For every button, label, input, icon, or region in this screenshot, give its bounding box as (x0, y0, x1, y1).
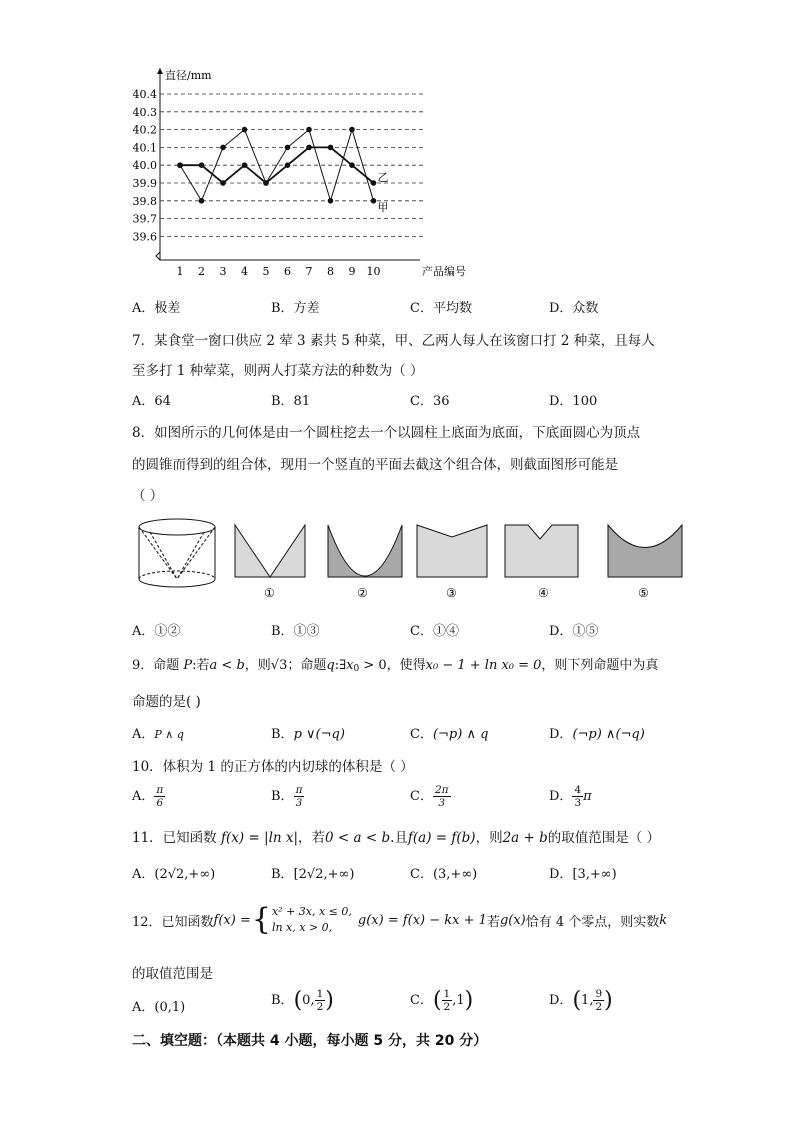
data-point (242, 162, 248, 168)
y-axis-label: 直径/mm (165, 69, 212, 82)
data-point (199, 198, 205, 204)
q9-line2: 命题的是( ) (132, 694, 201, 710)
x-tick-label: 10 (366, 265, 381, 278)
x-tick-label: 5 (262, 265, 270, 278)
x-tick-label: 7 (305, 265, 313, 278)
data-point (177, 162, 183, 168)
data-point (285, 162, 291, 168)
q11-option-d: D．[3,+∞) (549, 867, 617, 882)
data-point (306, 145, 312, 151)
q7-line1: 7．某食堂一窗口供应 2 荤 3 素共 5 种菜，甲、乙两人每人在该窗口打 2 种菜，且每人 (132, 333, 655, 349)
q12-option-d: D．(1, $\frac{9}{2}$ ) (549, 988, 613, 1013)
q8-option-a: A．①② (132, 624, 181, 639)
y-tick-label: 40.2 (132, 123, 157, 137)
y-tick-label: 40.4 (132, 88, 157, 101)
q12-line2: 的取值范围是 (132, 966, 213, 982)
q8-line3: （ ） (132, 488, 164, 504)
q8-line1: 8．如图所示的几何体是由一个圆柱挖去一个以圆柱上底面为底面，下底面圆心为顶点 (132, 425, 641, 441)
q12-option-b: B．(0, $\frac{1}{2}$ ) (271, 988, 334, 1013)
y-tick-label: 40.1 (132, 141, 157, 155)
q6-option-d: D．众数 (549, 301, 599, 316)
q10-option-a: A． $\frac{\pi}{6}$ (132, 784, 164, 809)
q9-option-a: A．P ∧ q (132, 727, 184, 742)
q10-option-d: D． $\frac{4}{3}$ π (549, 784, 592, 809)
q11-line: 11．已知函数 f(x) = |ln x|，若0 < a < b.且f(a) = f(b)，则2a + b的取值范围是（ ） (132, 830, 661, 846)
data-point (220, 180, 226, 186)
data-point (328, 145, 334, 151)
data-point (263, 180, 269, 186)
y-tick-label: 40.3 (132, 105, 157, 119)
q12-option-c: C．( $\frac{1}{2}$ ,1) (410, 988, 474, 1013)
q6-option-b: B．方差 (271, 301, 320, 316)
q10-option-b: B． $\frac{\pi}{3}$ (271, 784, 303, 809)
data-point (328, 198, 334, 204)
x-tick-label: 1 (176, 265, 184, 278)
fig-label-1: ① (264, 586, 275, 600)
q11-option-b: B．[2√2,+∞) (271, 867, 355, 882)
x-tick-label: 8 (327, 265, 334, 278)
y-tick-label: 40.0 (132, 159, 157, 173)
q7-option-a: A．64 (132, 394, 171, 409)
q11-option-c: C．(3,+∞) (410, 867, 478, 882)
y-axis-arrow (157, 68, 163, 74)
data-point (306, 127, 312, 133)
q9-option-d: D．(¬p) ∧(¬q) (549, 727, 645, 742)
fig-label-5: ⑤ (638, 586, 649, 600)
q9-option-c: C．(¬p) ∧ q (410, 727, 489, 742)
axis-break (156, 252, 160, 260)
data-point (285, 145, 291, 151)
x-tick-label: 9 (348, 265, 356, 278)
section-shape-2 (328, 525, 402, 577)
y-tick-label: 39.9 (132, 177, 157, 190)
q12-option-a: A．(0,1) (132, 1000, 186, 1015)
section-shape-1 (235, 525, 305, 577)
q8-option-b: B．①③ (271, 624, 320, 639)
y-tick-label: 39.8 (132, 194, 157, 208)
series-label: 乙 (377, 171, 389, 184)
y-tick-label: 39.7 (132, 212, 157, 226)
q9-option-b: B．p ∨(¬q) (271, 727, 345, 742)
q9-line1: 9．命题 P:若a < b，则√3；命题$q:\exists x_0 > 0$，使得x₀ − 1 + ln x₀ = 0，则下列命题中为真 (132, 658, 659, 674)
q7-line2: 至多打 1 种荤菜，则两人打菜方法的种数为（ ） (132, 363, 424, 379)
fig-label-3: ③ (446, 586, 457, 600)
section-2-heading: 二、填空题：（本题共 4 小题，每小题 5 分，共 20 分） (132, 1033, 488, 1049)
data-point (349, 127, 355, 133)
fig-label-4: ④ (538, 586, 549, 600)
section-shape-5 (608, 525, 682, 577)
q11-option-a: A．(2√2,+∞) (132, 867, 216, 882)
q10-line: 10．体积为 1 的正方体的内切球的体积是（ ） (132, 759, 414, 775)
q10-option-c: C． $\frac{2\pi}{3}$ (410, 784, 449, 809)
q8-figures (130, 515, 690, 605)
section-shape-3 (417, 525, 487, 577)
q8-option-d: D．①⑤ (549, 624, 599, 639)
q7-option-c: C．36 (410, 394, 450, 409)
section-shape-4 (505, 525, 578, 577)
data-point (199, 162, 205, 168)
series-label: 甲 (377, 200, 389, 214)
data-point (220, 145, 226, 151)
x-tick-label: 4 (241, 265, 248, 278)
cylinder-figure (139, 519, 215, 587)
x-tick-label: 6 (284, 265, 291, 278)
q7-option-b: B．81 (271, 394, 311, 409)
x-tick-label: 2 (198, 265, 205, 278)
data-point (349, 162, 355, 168)
q7-option-d: D．100 (549, 394, 598, 409)
q8-option-c: C．①④ (410, 624, 459, 639)
line-chart (125, 62, 485, 282)
x-axis-label: 产品编号 (422, 265, 466, 278)
data-point (371, 198, 377, 204)
q8-line2: 的圆锥而得到的组合体，现用一个竖直的平面去截这个组合体，则截面图形可能是 (132, 457, 618, 473)
q6-option-a: A．极差 (132, 301, 181, 316)
q6-option-c: C．平均数 (410, 301, 472, 316)
data-point (371, 180, 377, 186)
y-tick-label: 39.6 (132, 230, 157, 244)
data-point (242, 127, 248, 133)
fig-label-2: ② (357, 586, 368, 600)
q12-line1: 12．已知函数 f(x) = { x² + 3x, x ≤ 0, ln x, x > 0, g(x) = f(x) − kx + 1 若 g(x) 恰有 4 个零点，则实数 k (132, 902, 668, 937)
x-tick-label: 3 (219, 265, 227, 278)
